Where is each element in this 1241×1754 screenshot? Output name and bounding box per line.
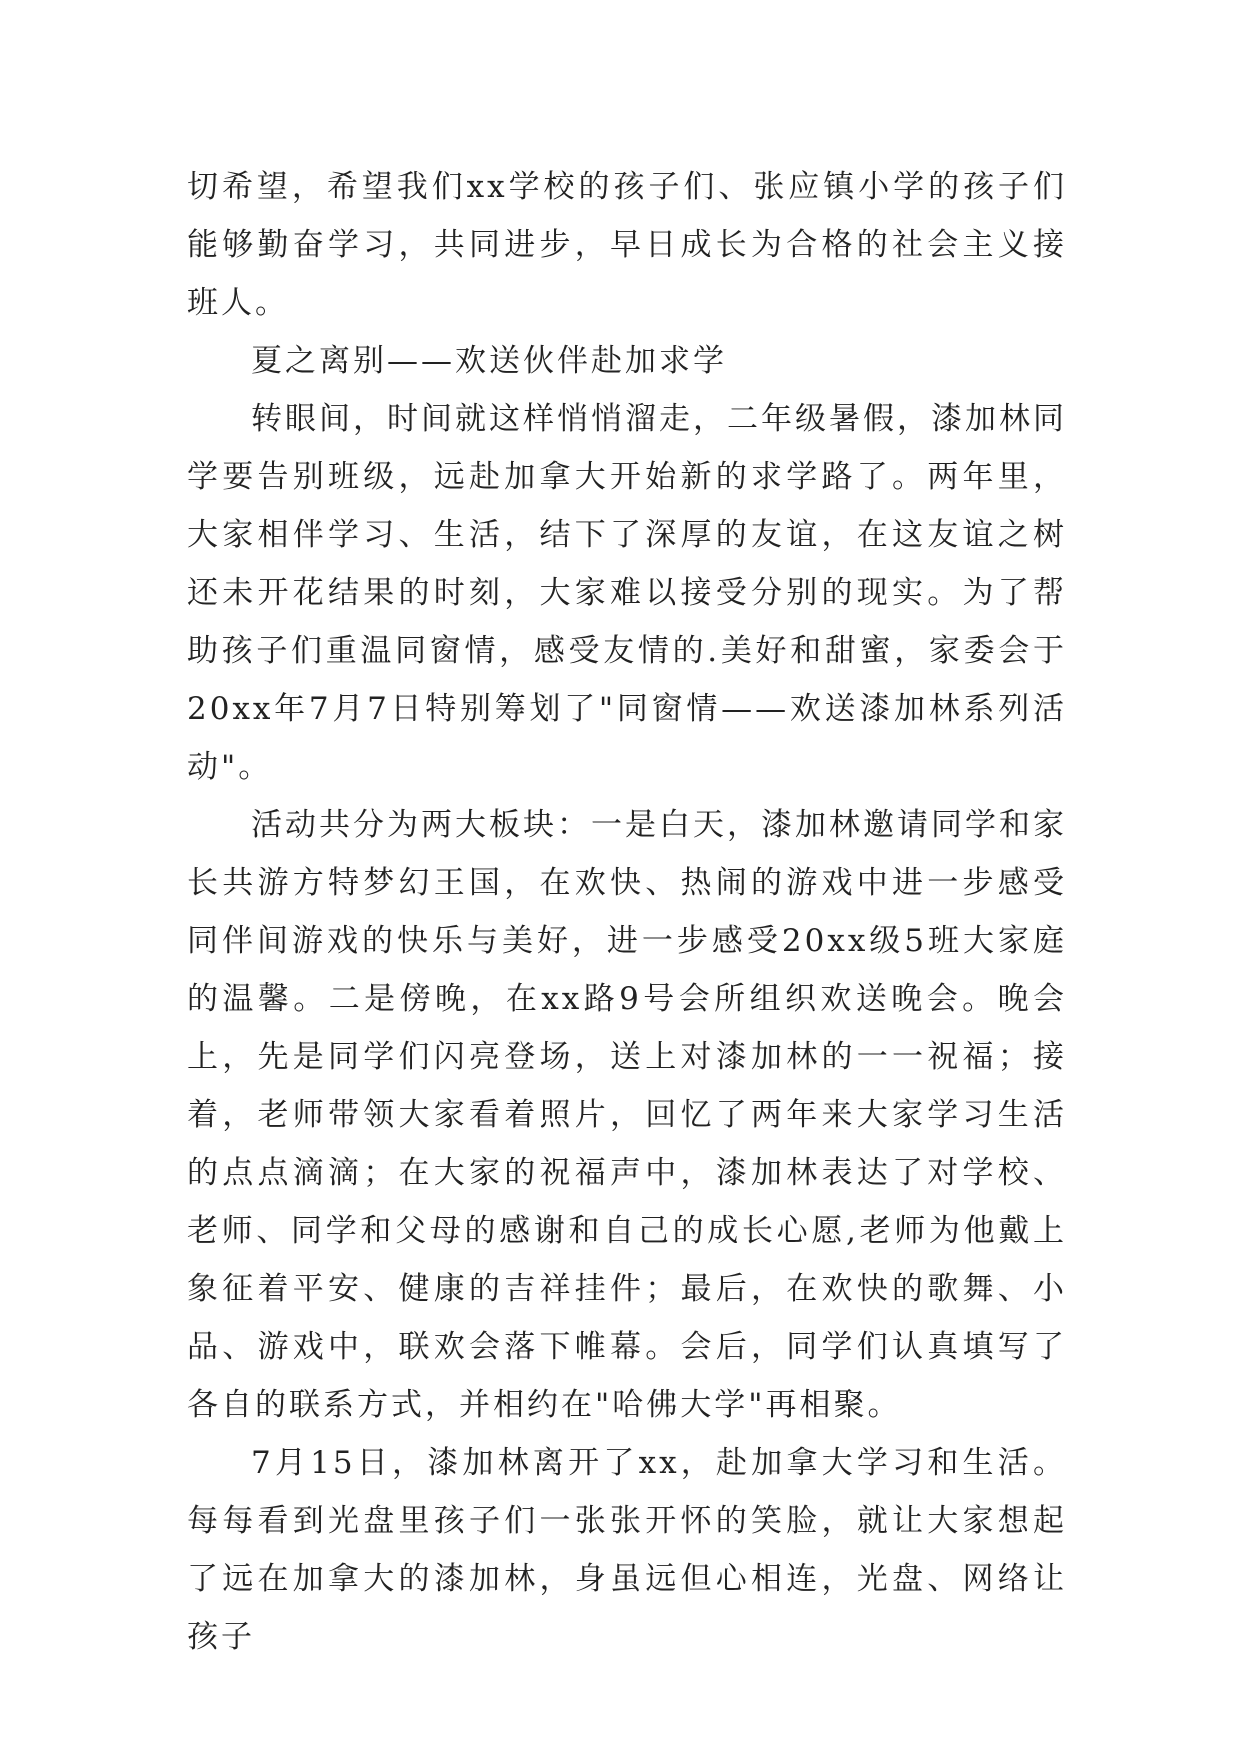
paragraph: 7月15日，漆加林离开了xx，赴加拿大学习和生活。每每看到光盘里孩子们一张张开怀的笑脸，就让大家想起了远在加拿大的漆加林，身虽远但心相连，光盘、网络让孩子 [187, 1445, 1067, 1655]
document-body [187, 158, 1067, 1666]
paragraph: 转眼间，时间就这样悄悄溜走，二年级暑假，漆加林同学要告别班级，远赴加拿大开始新的求学路了。两年里，大家相伴学习、生活，结下了深厚的友谊，在这友谊之树还未开花结果的时刻，大家难以接受分别的现实。为了帮助孩子们重温同窗情，感受友情的.美好和甜蜜，家委会于20xx年7月7日特别筹划了"同窗情——欢送漆加林系列活动"。 [187, 401, 1067, 785]
paragraph-continued: 切希望，希望我们xx学校的孩子们、张应镇小学的孩子们能够勤奋学习，共同进步，早日成长为合格的社会主义接班人。 [187, 169, 1067, 321]
section-heading: 夏之离别——欢送伙伴赴加求学 [251, 343, 727, 379]
paragraph: 活动共分为两大板块：一是白天，漆加林邀请同学和家长共游方特梦幻王国，在欢快、热闹的游戏中进一步感受同伴间游戏的快乐与美好，进一步感受20xx级5班大家庭的温馨。二是傍晚，在xx路9号会所组织欢送晚会。晚会上，先是同学们闪亮登场，送上对漆加林的一一祝福；接着，老师带领大家看着照片，回忆了两年来大家学习生活的点点滴滴；在大家的祝福声中，漆加林表达了对学校、老师、同学和父母的感谢和自己的成长心愿,老师为他戴上象征着平安、健康的吉祥挂件；最后，在欢快的歌舞、小品、游戏中，联欢会落下帷幕。会后，同学们认真填写了各自的联系方式，并相约在"哈佛大学"再相聚。 [187, 807, 1067, 1423]
